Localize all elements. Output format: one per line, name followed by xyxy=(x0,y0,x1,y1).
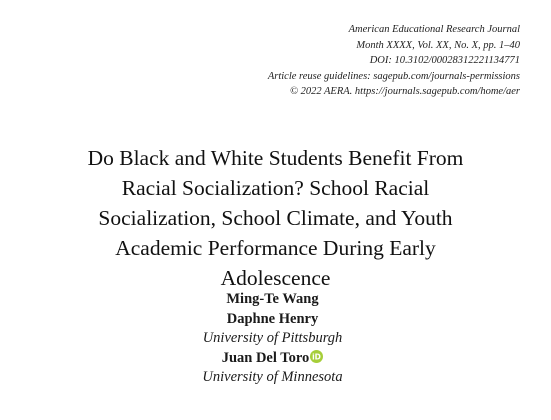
author-with-orcid xyxy=(0,349,545,369)
author-name: Ming-Te Wang xyxy=(226,291,319,307)
journal-name: American Educational Research Journal xyxy=(348,24,520,35)
doi: DOI: 10.3102/00028312221134771 xyxy=(369,55,520,66)
title-line: Do Black and White Students Benefit From xyxy=(87,146,464,170)
title-line: Socialization, School Climate, and Youth xyxy=(98,206,453,230)
author-affiliation: University of Pittsburgh xyxy=(202,330,343,346)
article-title xyxy=(0,143,551,293)
author-name: Juan Del Toro xyxy=(221,349,310,366)
journal-metadata xyxy=(268,22,520,100)
copyright: © 2022 AERA. https://journals.sagepub.com/home/aer xyxy=(289,86,520,97)
reuse-guidelines: Article reuse guidelines: sagepub.com/journals-permissions xyxy=(267,70,520,82)
orcid-icon[interactable] xyxy=(310,350,323,363)
svg-text:iD: iD xyxy=(312,351,322,361)
title-line: Academic Performance During Early xyxy=(115,236,436,260)
author-name: Daphne Henry xyxy=(226,310,319,327)
title-line: Racial Socialization? School Racial xyxy=(121,176,430,200)
author-block xyxy=(0,290,545,388)
title-line: Adolescence xyxy=(220,266,331,290)
journal-citation: Month XXXX, Vol. XX, No. X, pp. 1–40 xyxy=(356,39,520,51)
author-affiliation: University of Minnesota xyxy=(202,369,343,385)
